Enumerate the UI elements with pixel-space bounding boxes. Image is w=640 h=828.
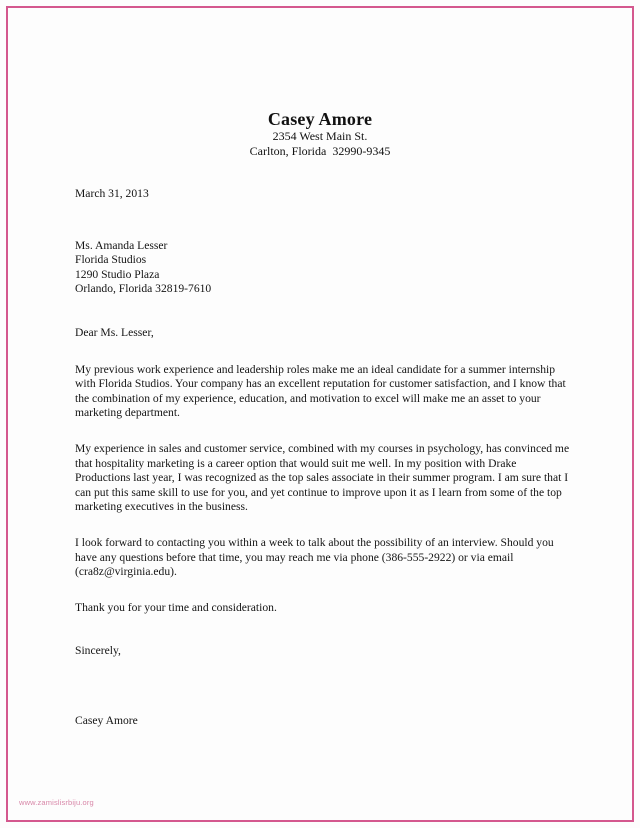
recipient-company: Florida Studios bbox=[75, 253, 147, 267]
body-paragraph-1: My previous work experience and leadership roles make me an ideal candidate for a summer internship with Florida Studios. Your company has an excellent reputation for customer satisfaction, and I know that the combination of my experience, education, and motivation to excel will make me an asset to your marketing department. bbox=[75, 362, 566, 420]
letter-date: March 31, 2013 bbox=[75, 187, 149, 200]
recipient-name: Ms. Amanda Lesser bbox=[75, 238, 168, 252]
site-watermark: www.zamislisrbiju.org bbox=[19, 798, 94, 807]
recipient-city-state-zip: Orlando, Florida 32819-7610 bbox=[75, 282, 212, 296]
sender-name: Casey Amore bbox=[267, 109, 373, 129]
body-paragraph-2: My experience in sales and customer service, combined with my courses in psychology, has convinced me that hospitality marketing is a career option that would suit me well. In my position with Drake Productions last year, I was recognized as the top sales associate in their summer program. I am sure that I can put this same skill to use for you, and yet continue to improve upon it as I learn from some of the top marketing executives in the business. bbox=[75, 441, 570, 514]
sender-address-line-2: Carlton, Florida 32990-9345 bbox=[249, 144, 391, 158]
signature-name: Casey Amore bbox=[75, 713, 138, 727]
salutation: Dear Ms. Lesser, bbox=[75, 325, 154, 339]
letter-body bbox=[75, 187, 571, 728]
letter-sheet bbox=[3, 3, 637, 825]
closing-thanks: Thank you for your time and consideration. bbox=[75, 600, 277, 614]
closing-valediction: Sincerely, bbox=[75, 644, 121, 658]
recipient-street: 1290 Studio Plaza bbox=[75, 267, 160, 281]
sender-address-line-1: 2354 West Main St. bbox=[272, 129, 368, 143]
recipient-block bbox=[75, 239, 571, 297]
body-paragraph-3: I look forward to contacting you within a week to talk about the possibility of an interview. Should you have any questions before that time, you may reach me via phone (386-555-2922) or via email (cra8z@virginia.edu). bbox=[75, 535, 554, 579]
letterhead bbox=[3, 109, 637, 159]
